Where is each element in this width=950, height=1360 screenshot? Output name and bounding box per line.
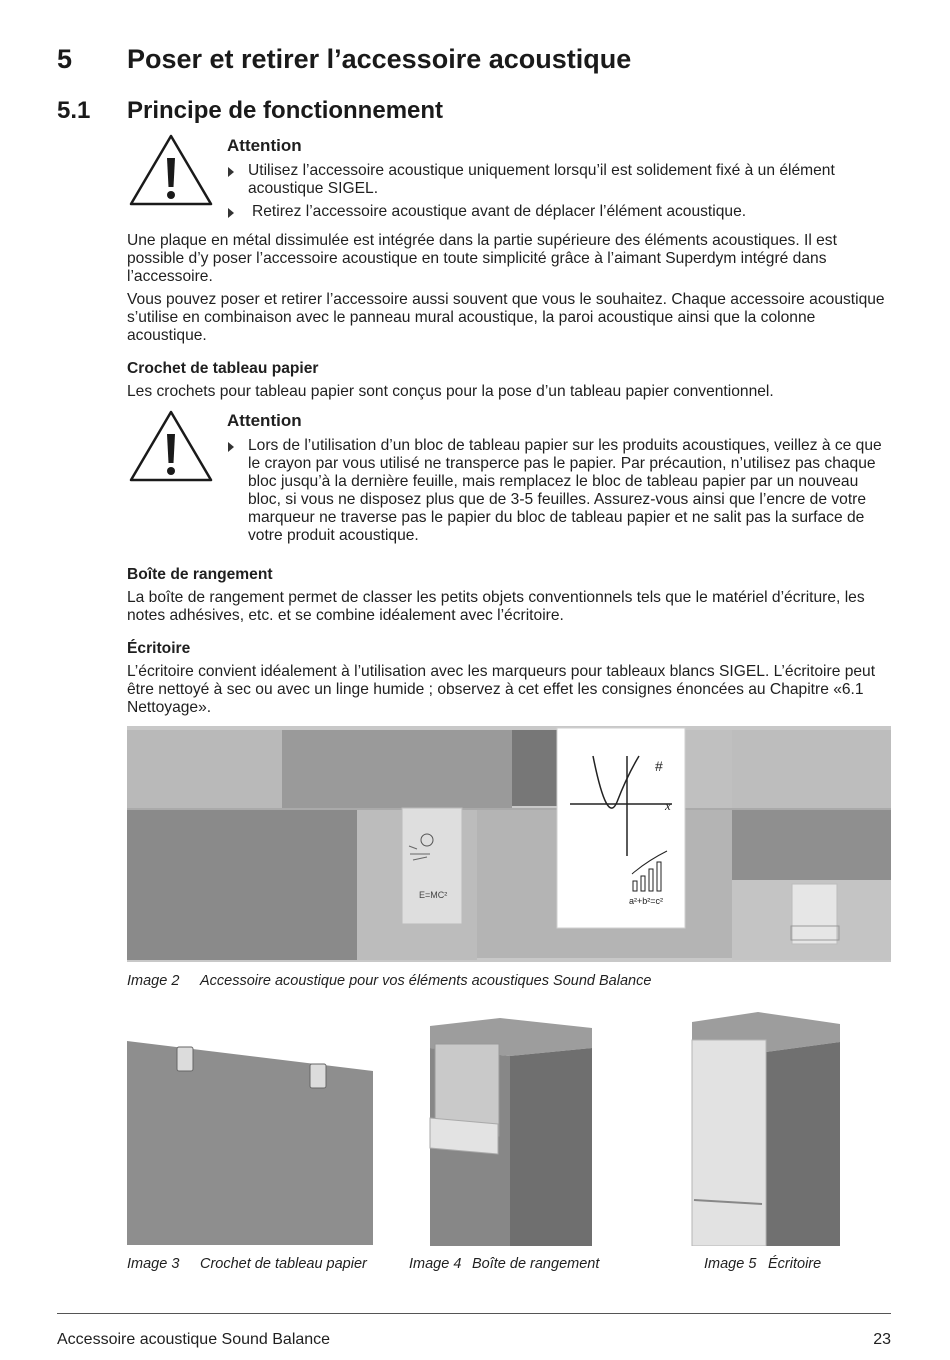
- chart-hash: #: [655, 758, 663, 774]
- figure-caption: Crochet de tableau papier: [200, 1256, 367, 1272]
- subheading-crochet: Crochet de tableau papier: [127, 360, 319, 377]
- warning-triangle-icon: [127, 132, 215, 208]
- bullet-arrow-icon: [228, 167, 234, 177]
- attention-title: Attention: [227, 136, 302, 155]
- subheading-boite: Boîte de rangement: [127, 566, 273, 583]
- intro-paragraph: Une plaque en métal dissimulée est intégrée dans la partie supérieure des éléments acoustiques. Il est possible d’y poser l’accessoire acoustique en toute simplicité grâce à l’aimant Superdym intégré dans l’accessoire.: [127, 232, 837, 285]
- attention-item: Retirez l’accessoire acoustique avant de déplacer l’élément acoustique.: [228, 203, 878, 221]
- storage-box-photo: [420, 1018, 598, 1246]
- crochet-text: Les crochets pour tableau papier sont conçus pour la pose d’un tableau papier conventionnel.: [127, 383, 774, 400]
- bullet-arrow-icon: [228, 442, 234, 452]
- figure-caption: Boîte de rangement: [472, 1256, 600, 1272]
- attention-item: Utilisez l’accessoire acoustique uniquement lorsqu’il est solidement fixé à un élément acoustique SIGEL.: [228, 162, 878, 198]
- ecritoire-text: L’écritoire convient idéalement à l’utilisation avec les marqueurs pour tableaux blancs SIGEL. L’écritoire peut être nettoyé à sec ou avec un linge humide ; observez à cet effet les consignes énoncées au Chapitre «6.1 Nettoyage».: [127, 663, 876, 716]
- chart-sum: a²+b²=c²: [629, 896, 664, 906]
- figure-caption: Accessoire acoustique pour vos éléments acoustiques Sound Balance: [200, 973, 652, 989]
- chapter-title: Poser et retirer l’accessoire acoustique: [127, 44, 632, 74]
- warning-triangle-icon: [127, 408, 215, 484]
- attention-title: Attention: [227, 411, 302, 430]
- chart-axis-x: x: [665, 798, 671, 813]
- page-number: 23: [873, 1331, 891, 1348]
- figure-label: Image 5: [704, 1256, 757, 1272]
- subheading-ecritoire: Écritoire: [127, 640, 191, 657]
- figure-label: Image 3: [127, 1256, 180, 1272]
- figure-caption: Écritoire: [768, 1256, 822, 1272]
- whiteboard-formula: E=MC²: [419, 890, 448, 900]
- boite-text: La boîte de rangement permet de classer les petits objets conventionnels tels que le matériel d’écriture, les notes adhésives, etc. et se combine idéalement avec l’écritoire.: [127, 589, 865, 624]
- chapter-number: 5: [57, 44, 73, 74]
- figure-label: Image 4: [409, 1256, 462, 1272]
- bullet-arrow-icon: [228, 208, 234, 218]
- footer-title: Accessoire acoustique Sound Balance: [57, 1331, 331, 1348]
- figure-label: Image 2: [127, 973, 180, 989]
- acoustic-wall-photo: [127, 726, 891, 962]
- attention-item: Lors de l’utilisation d’un bloc de tableau papier sur les produits acoustiques, veillez à ce que le crayon par vous utilisé ne transperce pas le papier. Par précaution, n’utilisez pas chaque bloc jusqu’à la dernière feuille, mais remplacez le bloc de tableau papier par un nouveau bloc, si vous ne disposez plus que de 3-5 feuilles. Assurez-vous ainsi que l’encre de votre marqueur ne traverse pas le papier du bloc de tableau papier et ne salit pas la surface de votre produit acoustique.: [228, 437, 893, 545]
- section-number: 5.1: [57, 97, 91, 124]
- footer-divider: [57, 1313, 891, 1314]
- section-title: Principe de fonctionnement: [127, 97, 444, 124]
- intro-paragraph-2: Vous pouvez poser et retirer l’accessoire aussi souvent que vous le souhaitez. Chaque accessoire acoustique s’utilise en combinaison avec le panneau mural acoustique, la paroi acoustique ainsi que la colonne acoustique.: [127, 291, 885, 344]
- flipchart-hook-photo: [127, 1037, 373, 1245]
- writing-board-photo: [688, 1012, 848, 1246]
